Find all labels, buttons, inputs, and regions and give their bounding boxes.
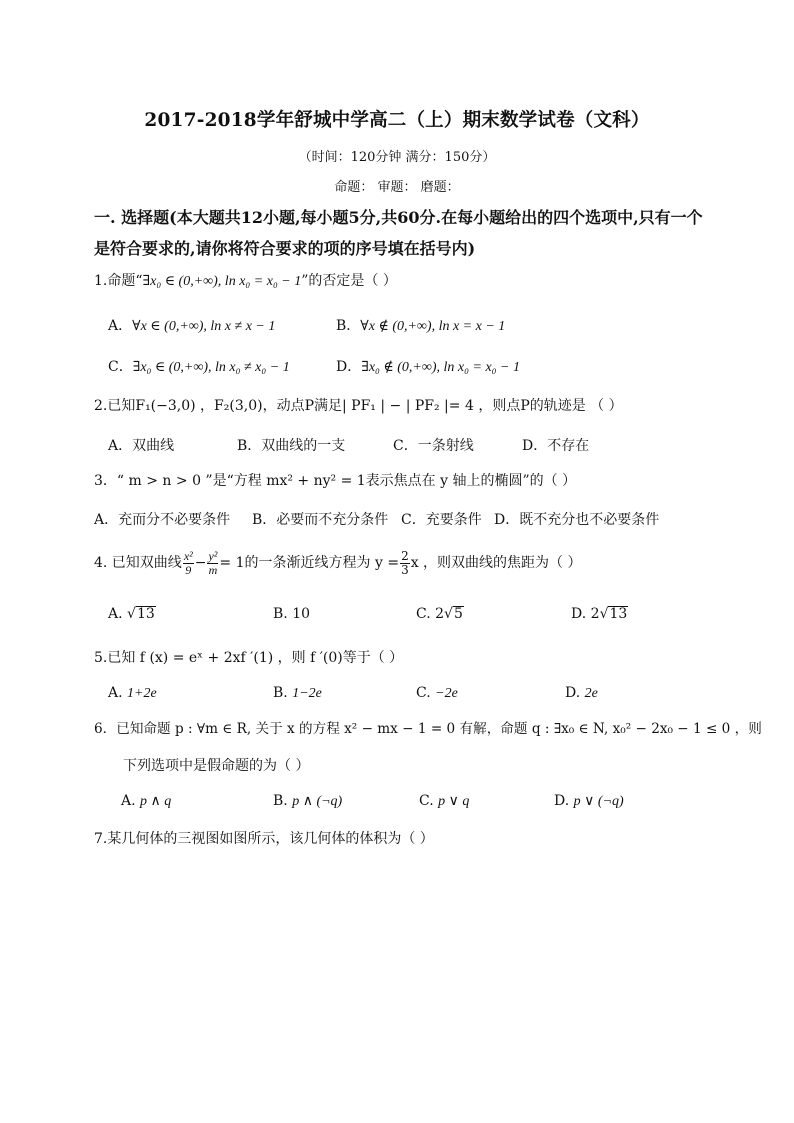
q1-prefix: 1.命题“ <box>94 273 143 289</box>
q3-option-b <box>252 509 388 529</box>
option-text: 双曲线的一支 <box>261 438 346 454</box>
option-math: ∃x₀ ∈ (0,+∞), ln x₀ ≠ x₀ − 1 <box>132 360 290 375</box>
q4-mid: = 1的一条渐近线方程为 y = <box>219 555 400 571</box>
option-label: D． <box>336 359 362 375</box>
option-label: D. <box>571 606 587 622</box>
option-text: 既不充分也不必要条件 <box>519 512 660 528</box>
page-title: 2017-2018学年舒城中学高二（上）期末数学试卷（文科） <box>144 110 650 131</box>
option-text: 必要而不充分条件 <box>276 512 389 528</box>
option-math: 2e <box>584 686 598 701</box>
option-math: p ∧ q <box>140 794 172 809</box>
sqrt-radicand: 13 <box>609 606 628 622</box>
q2-option-c <box>393 435 474 455</box>
q3-option-a <box>94 509 230 529</box>
question-1 <box>94 272 397 291</box>
section-heading-line1: 一. 选择题(本大题共12小题,每小题5分,共60分.在每小题给出的四个选项中,只有一个 <box>94 208 703 227</box>
fraction-denominator: 9 <box>185 562 192 577</box>
fraction-numerator: y² <box>208 548 218 563</box>
q5-option-a <box>108 685 157 702</box>
question-6-line1: 6．已知命题 p : ∀m ∈ R, 关于 x 的方程 x² − mx − 1 = 0 有解，命题 q : ∃x₀ ∈ N, x₀² − 2x₀ − 1 ≤ 0 ，则 <box>94 721 762 737</box>
q5-option-b <box>273 685 322 702</box>
option-label: A. <box>108 685 123 701</box>
option-label: B． <box>336 318 361 334</box>
option-label: C. <box>416 685 431 701</box>
option-label: D． <box>522 438 548 454</box>
question-3: 3．“ m > n > 0 ”是“方程 mx² + ny² = 1表示焦点在 y 轴上的椭圆”的（ ） <box>94 473 577 489</box>
q6-option-c <box>419 793 469 810</box>
option-label: D. <box>554 793 570 809</box>
q6-option-d <box>554 793 624 810</box>
option-math: 1−2e <box>292 686 322 701</box>
q4-option-c: C. 2√5 <box>416 606 463 622</box>
q1-option-b <box>336 315 505 335</box>
option-text: 一条射线 <box>417 438 474 454</box>
exam-roles: 命题： 审题： 磨题： <box>334 180 460 195</box>
question-7: 7.某几何体的三视图如图所示，该几何体的体积为（ ） <box>94 831 434 847</box>
q2-option-a <box>108 435 174 455</box>
option-math: ∃x₀ ∉ (0,+∞), ln x₀ = x₀ − 1 <box>361 360 520 375</box>
q4-option-b <box>273 606 310 622</box>
option-math: p ∧ (¬q) <box>292 794 343 809</box>
question-6-line2: 下列选项中是假命题的为（ ） <box>123 758 310 774</box>
option-label: C． <box>401 512 426 528</box>
option-label: C. <box>416 606 431 622</box>
option-math: p ∨ q <box>438 794 470 809</box>
option-math: 1+2e <box>127 686 157 701</box>
option-math: p ∨ (¬q) <box>573 794 624 809</box>
question-4 <box>94 548 582 578</box>
option-label: B． <box>252 512 277 528</box>
q4-option-d: D. 2√13 <box>571 606 628 622</box>
option-label: C． <box>108 359 133 375</box>
option-label: B. <box>273 606 288 622</box>
option-label: B． <box>237 438 262 454</box>
q2-option-d <box>522 435 589 455</box>
fraction-numerator: x² <box>183 548 193 563</box>
option-label: A． <box>108 318 133 334</box>
q3-option-c <box>401 509 482 529</box>
option-coefficient: 2 <box>435 606 445 622</box>
sqrt-radicand: 5 <box>453 606 463 622</box>
exam-subtitle: （时间：120分钟 满分：150分） <box>298 150 496 165</box>
option-label: C． <box>393 438 418 454</box>
option-text: 充要条件 <box>425 512 482 528</box>
option-text: 充而分不必要条件 <box>118 512 231 528</box>
q4-fraction-y2-over-m <box>207 550 218 577</box>
option-label: C. <box>419 793 434 809</box>
fraction-denominator: m <box>208 562 218 577</box>
option-label: B. <box>273 793 288 809</box>
q1-suffix: ”的否定是（ ） <box>301 273 397 289</box>
option-math: ∀x ∉ (0,+∞), ln x = x − 1 <box>360 319 506 334</box>
q2-option-b <box>237 435 345 455</box>
question-2: 2.已知F₁(−3,0) ，F₂(3,0)，动点P满足| PF₁ | − | PF₂ |= 4 ，则点P的轨迹是 （ ） <box>94 398 623 414</box>
option-label: A. <box>108 606 123 622</box>
option-text: 双曲线 <box>132 438 175 454</box>
option-label: A． <box>108 438 133 454</box>
option-label: A. <box>121 793 136 809</box>
q4-minus: − <box>194 555 207 571</box>
option-coefficient: 2 <box>590 606 600 622</box>
q5-option-d <box>565 685 598 702</box>
q1-option-d <box>336 356 520 376</box>
option-label: D． <box>494 512 520 528</box>
option-value: 10 <box>292 606 311 622</box>
option-text: 不存在 <box>547 438 590 454</box>
option-label: B. <box>273 685 288 701</box>
q3-option-d <box>494 509 659 529</box>
sqrt-radicand: 13 <box>136 606 155 622</box>
fraction-denominator: 3 <box>401 562 409 577</box>
q1-math: ∃x₀ ∈ (0,+∞), ln x₀ = x₀ − 1 <box>142 274 302 289</box>
option-math: −2e <box>435 686 458 701</box>
option-math: ∀x ∈ (0,+∞), ln x ≠ x − 1 <box>132 319 276 334</box>
q6-option-b <box>273 793 342 810</box>
option-label: A． <box>94 512 119 528</box>
q4-option-a: A. √13 <box>108 606 155 622</box>
q1-option-a <box>108 315 275 335</box>
section-heading-line2: 是符合要求的,请你将符合要求的项的序号填在括号内) <box>94 239 476 258</box>
question-5: 5.已知 f (x) = eˣ + 2xf ′(1) ，则 f ′(0)等于（ ） <box>94 650 404 666</box>
q4-prefix: 4. 已知双曲线 <box>94 555 182 571</box>
q6-option-a <box>121 793 171 810</box>
option-label: D. <box>565 685 581 701</box>
q4-fraction-x2-over-9 <box>183 550 194 577</box>
q1-option-c <box>108 356 290 376</box>
q5-option-c <box>416 685 458 702</box>
q4-fraction-2-over-3 <box>400 550 410 577</box>
fraction-numerator: 2 <box>401 548 409 563</box>
q4-suffix: x ，则双曲线的焦距为（ ） <box>410 555 582 571</box>
